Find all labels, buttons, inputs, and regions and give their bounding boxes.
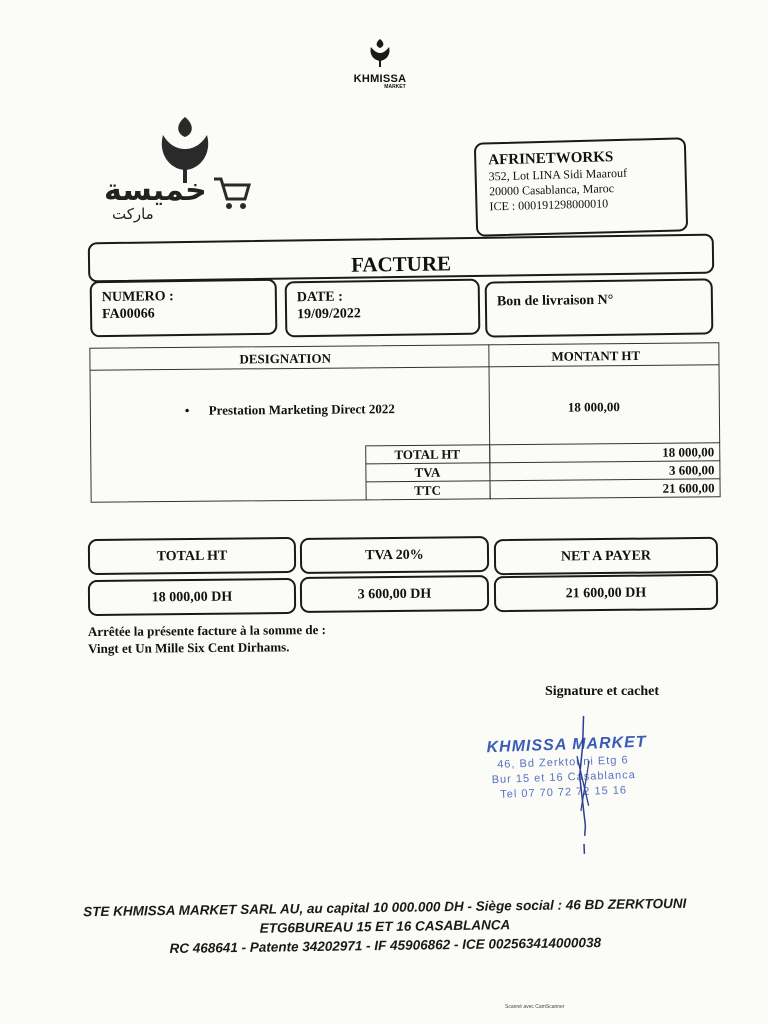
summary-value: 3 600,00 DH bbox=[357, 586, 432, 603]
summary-value: 18 000,00 DH bbox=[151, 589, 233, 606]
stamp-line3: Bur 15 et 16 Casablanca bbox=[491, 769, 636, 787]
stamp-line1: KHMISSA MARKET bbox=[486, 733, 647, 757]
invoice-number-label: NUMERO : bbox=[101, 289, 174, 306]
footer-line2: ETG6BUREAU 15 ET 16 CASABLANCA bbox=[259, 917, 511, 936]
delivery-note-box bbox=[485, 278, 714, 337]
invoice-date-value: 19/09/2022 bbox=[296, 306, 361, 323]
stamp-line2: 46, Bd Zerktouni Etg 6 bbox=[497, 754, 629, 771]
summary-label-box bbox=[300, 536, 489, 574]
amount-words-line2: Vingt et Un Mille Six Cent Dirhams. bbox=[88, 639, 290, 657]
summary-value: 21 600,00 DH bbox=[565, 585, 647, 602]
shopping-cart-icon bbox=[212, 175, 252, 211]
item-designation: Prestation Marketing Direct 2022 bbox=[208, 401, 395, 418]
company-logo bbox=[100, 115, 260, 225]
company-footer bbox=[60, 893, 711, 959]
scanner-watermark: Scanné avec CamScanner bbox=[505, 1004, 565, 1010]
amount-words-line1: Arrêtée la présente facture à la somme de : bbox=[87, 621, 326, 640]
item-amount: 18 000,00 bbox=[567, 399, 620, 415]
total-label: TVA bbox=[414, 464, 441, 480]
top-brand-sub: MARKET bbox=[384, 84, 406, 90]
summary-value-box bbox=[300, 575, 489, 613]
footer-line1: STE KHMISSA MARKET SARL AU, au capital 10 000.000 DH - Siège social : 46 BD ZERKTOUNI bbox=[83, 895, 687, 920]
signature-stroke bbox=[568, 715, 603, 856]
client-address-line2: 20000 Casablanca, Maroc bbox=[488, 181, 615, 199]
tulip-icon bbox=[367, 38, 393, 68]
summary-value-box bbox=[88, 578, 296, 616]
total-label: TOTAL HT bbox=[394, 446, 461, 463]
column-header-montant: MONTANT HT bbox=[551, 347, 641, 364]
client-ice: ICE : 000191298000010 bbox=[489, 196, 609, 214]
top-brand-name: KHMISSA bbox=[353, 73, 407, 85]
summary-value-box bbox=[494, 574, 718, 612]
summary-label: NET A PAYER bbox=[560, 548, 652, 565]
company-stamp bbox=[478, 713, 683, 860]
summary-label: TOTAL HT bbox=[156, 548, 228, 565]
client-address-line1: 352, Lot LINA Sidi Maarouf bbox=[488, 165, 628, 184]
total-value: 21 600,00 bbox=[662, 480, 715, 496]
stamp-line4: Tel 07 70 72 72 15 16 bbox=[500, 784, 628, 801]
total-value: 18 000,00 bbox=[662, 444, 715, 460]
invoice-date-label: DATE : bbox=[296, 289, 343, 306]
signature-label: Signature et cachet bbox=[545, 684, 660, 699]
invoice-title-box bbox=[88, 234, 714, 283]
summary-label: TVA 20% bbox=[365, 547, 424, 564]
totals-row bbox=[365, 478, 720, 499]
summary-label-box bbox=[494, 537, 718, 575]
summary-label-box bbox=[88, 537, 296, 575]
bullet-icon: • bbox=[184, 402, 190, 418]
top-logo bbox=[340, 38, 420, 98]
total-label: TTC bbox=[414, 482, 442, 498]
items-table bbox=[89, 342, 720, 505]
arabic-brand-name: خميسة bbox=[104, 173, 207, 208]
invoice-number-box bbox=[90, 279, 278, 338]
column-header-designation: DESIGNATION bbox=[239, 350, 332, 367]
arabic-brand-sub: ماركت bbox=[112, 205, 154, 223]
invoice-date-box bbox=[285, 279, 481, 338]
invoice-title: FACTURE bbox=[350, 251, 452, 277]
amount-in-words bbox=[88, 621, 326, 657]
table-row bbox=[185, 401, 395, 419]
client-address-box bbox=[474, 137, 688, 237]
invoice-number-value: FA00066 bbox=[101, 306, 155, 323]
delivery-note-label: Bon de livraison N° bbox=[496, 292, 614, 310]
footer-line3: RC 468641 - Patente 34202971 - IF 45906862 - ICE 002563414000038 bbox=[169, 934, 602, 957]
client-name: AFRINETWORKS bbox=[488, 149, 614, 169]
total-value: 3 600,00 bbox=[668, 462, 715, 478]
